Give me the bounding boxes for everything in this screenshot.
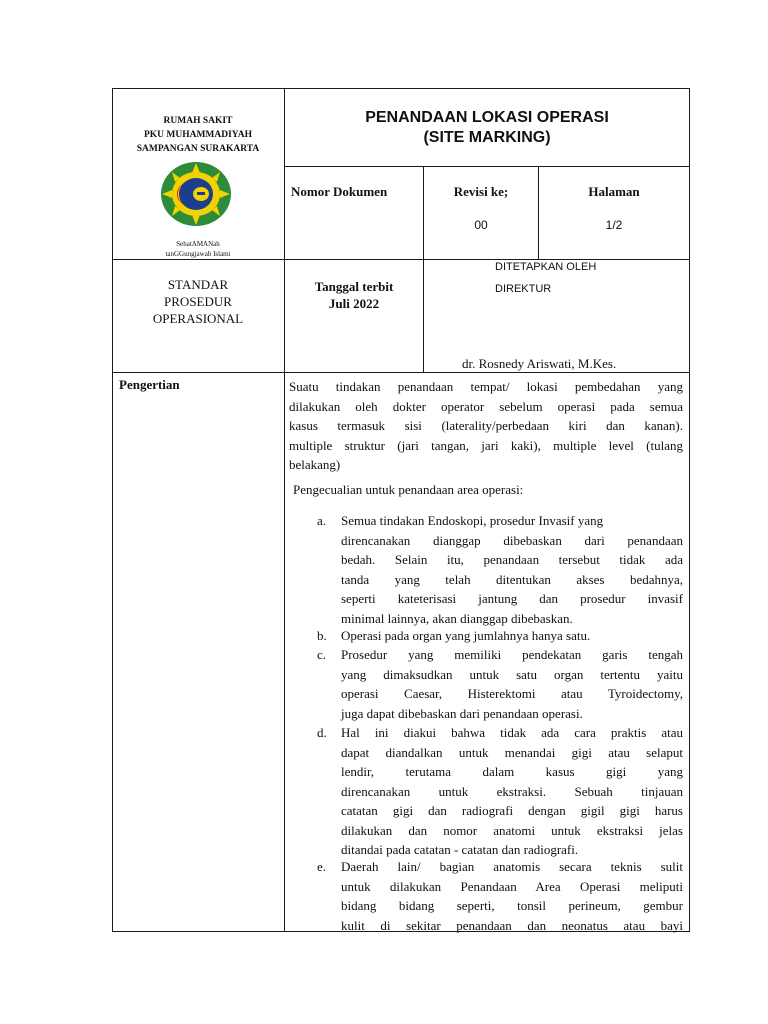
sop-label-line1: STANDAR	[167, 277, 229, 292]
item-line: Hal ini diakui bahwa tidak ada cara praktis atau	[341, 725, 683, 740]
item-line: direncanakan dianggap dibebaskan dari penandaan	[341, 532, 683, 548]
exceptions-intro: Pengecualian untuk penandaan area operasi:	[293, 482, 524, 497]
exception-item-b	[317, 626, 683, 646]
item-line: yang dimaksudkan untuk satu organ tertentu yaitu	[341, 666, 683, 682]
motto-line1: SehatAMANah	[176, 240, 220, 248]
item-line: ditandai pada catatan - catatan dan radiografi.	[341, 842, 579, 857]
item-line: Daerah lain/ bagian anatomis secara teknis sulit	[341, 859, 683, 874]
list-letter: c.	[317, 647, 327, 662]
page-value: 1/2	[605, 218, 623, 232]
sop-label	[113, 276, 283, 327]
hospital-name-line3: SAMPANGAN SURAKARTA	[136, 144, 260, 154]
exception-item-a	[317, 511, 683, 628]
definition-line: dilakukan oleh dokter operator sebelum operasi pada semua	[289, 398, 683, 414]
item-line: lendir, terutama dalam kasus gigi yang	[341, 764, 683, 779]
section-label: Pengertian	[119, 377, 180, 392]
approved-role: DIREKTUR	[495, 283, 552, 295]
motto-line2: tanGGungjawab Islami	[165, 250, 231, 258]
sop-label-line2: PROSEDUR	[164, 294, 232, 309]
definition-line: kasus termasuk sisi (laterality/perbedaan kiri dan kanan).	[289, 418, 683, 433]
sop-label-line3: OPERASIONAL	[152, 311, 244, 326]
exception-item-d	[317, 723, 683, 860]
issue-label: Tanggal terbit	[314, 279, 394, 294]
list-letter: b.	[317, 628, 327, 643]
issue-date: Juli 2022	[328, 296, 380, 311]
issue-date-block	[285, 278, 423, 312]
revision-label: Revisi ke;	[453, 184, 509, 199]
item-line: bidang bidang seperti, tonsil perineum, gembur	[341, 898, 683, 913]
approved-by-label: DITETAPKAN OLEH	[495, 261, 597, 273]
doc-number-label: Nomor Dokumen	[291, 184, 388, 199]
table-line-col3	[538, 166, 539, 260]
list-letter: a.	[317, 513, 327, 528]
definition-line: multiple struktur (jari tangan, jari kaki), multiple level (tulang	[289, 437, 683, 453]
definition-line: Suatu tindakan penandaan tempat/ lokasi pembedahan yang	[289, 379, 683, 394]
item-line: dilakukan dan nomor anatomi untuk ekstraksi jelas	[341, 822, 683, 838]
item-line: juga dapat dibebaskan dari penandaan operasi.	[341, 705, 583, 721]
item-line: Operasi pada organ yang jumlahnya hanya satu.	[341, 628, 591, 643]
document-title-line1: PENANDAAN LOKASI OPERASI	[365, 109, 609, 126]
definition-paragraph	[289, 377, 683, 475]
item-line: bedah. Selain itu, penandaan tersebut tidak ada	[341, 552, 683, 567]
revision-value: 00	[474, 218, 488, 232]
hospital-logo-icon	[160, 161, 232, 227]
list-letter: e.	[317, 859, 327, 874]
hospital-name-line1: RUMAH SAKIT	[163, 116, 233, 126]
item-line: operasi Caesar, Histerektomi atau Tyroidectomy,	[341, 686, 683, 701]
definition-line: belakang)	[289, 457, 341, 472]
document-title	[285, 108, 689, 148]
table-border-right	[689, 88, 690, 932]
table-line-header-bottom	[112, 259, 690, 260]
hospital-name	[113, 114, 283, 156]
table-border-left	[112, 88, 113, 932]
item-line: kulit di sekitar penandaan dan neonatus atau bayi	[341, 917, 683, 933]
page-label: Halaman	[588, 184, 640, 199]
table-border-top	[112, 88, 690, 89]
hospital-logo	[160, 161, 232, 227]
exception-item-e	[317, 857, 683, 935]
director-name: dr. Rosnedy Ariswati, M.Kes.	[462, 356, 617, 371]
item-line: minimal lainnya, akan dianggap dibebaskan.	[341, 610, 573, 626]
item-line: tanda yang telah ditentukan akses bedahnya,	[341, 571, 683, 587]
hospital-motto	[113, 239, 283, 259]
table-line-approval-bottom	[112, 372, 690, 373]
table-line-col1	[284, 88, 285, 932]
item-line: dapat diandalkan untuk menandai gigi atau selaput	[341, 744, 683, 760]
document-title-line2: (SITE MARKING)	[423, 129, 551, 146]
hospital-name-line2: PKU MUHAMMADIYAH	[143, 130, 253, 140]
item-line: Prosedur yang memiliki pendekatan garis tengah	[341, 647, 683, 662]
item-line: direncanakan untuk ekstraksi. Sebuah tinjauan	[341, 783, 683, 799]
table-line-title-bottom	[284, 166, 690, 167]
exception-item-c	[317, 645, 683, 723]
item-line: seperti kateterisasi jantung dan prosedur invasif	[341, 591, 683, 606]
item-line: Semua tindakan Endoskopi, prosedur Invasif yang	[341, 513, 604, 528]
list-letter: d.	[317, 725, 327, 740]
item-line: catatan gigi dan radiografi dengan gigil gigi harus	[341, 803, 683, 818]
item-line: untuk dilakukan Penandaan Area Operasi meliputi	[341, 878, 683, 894]
